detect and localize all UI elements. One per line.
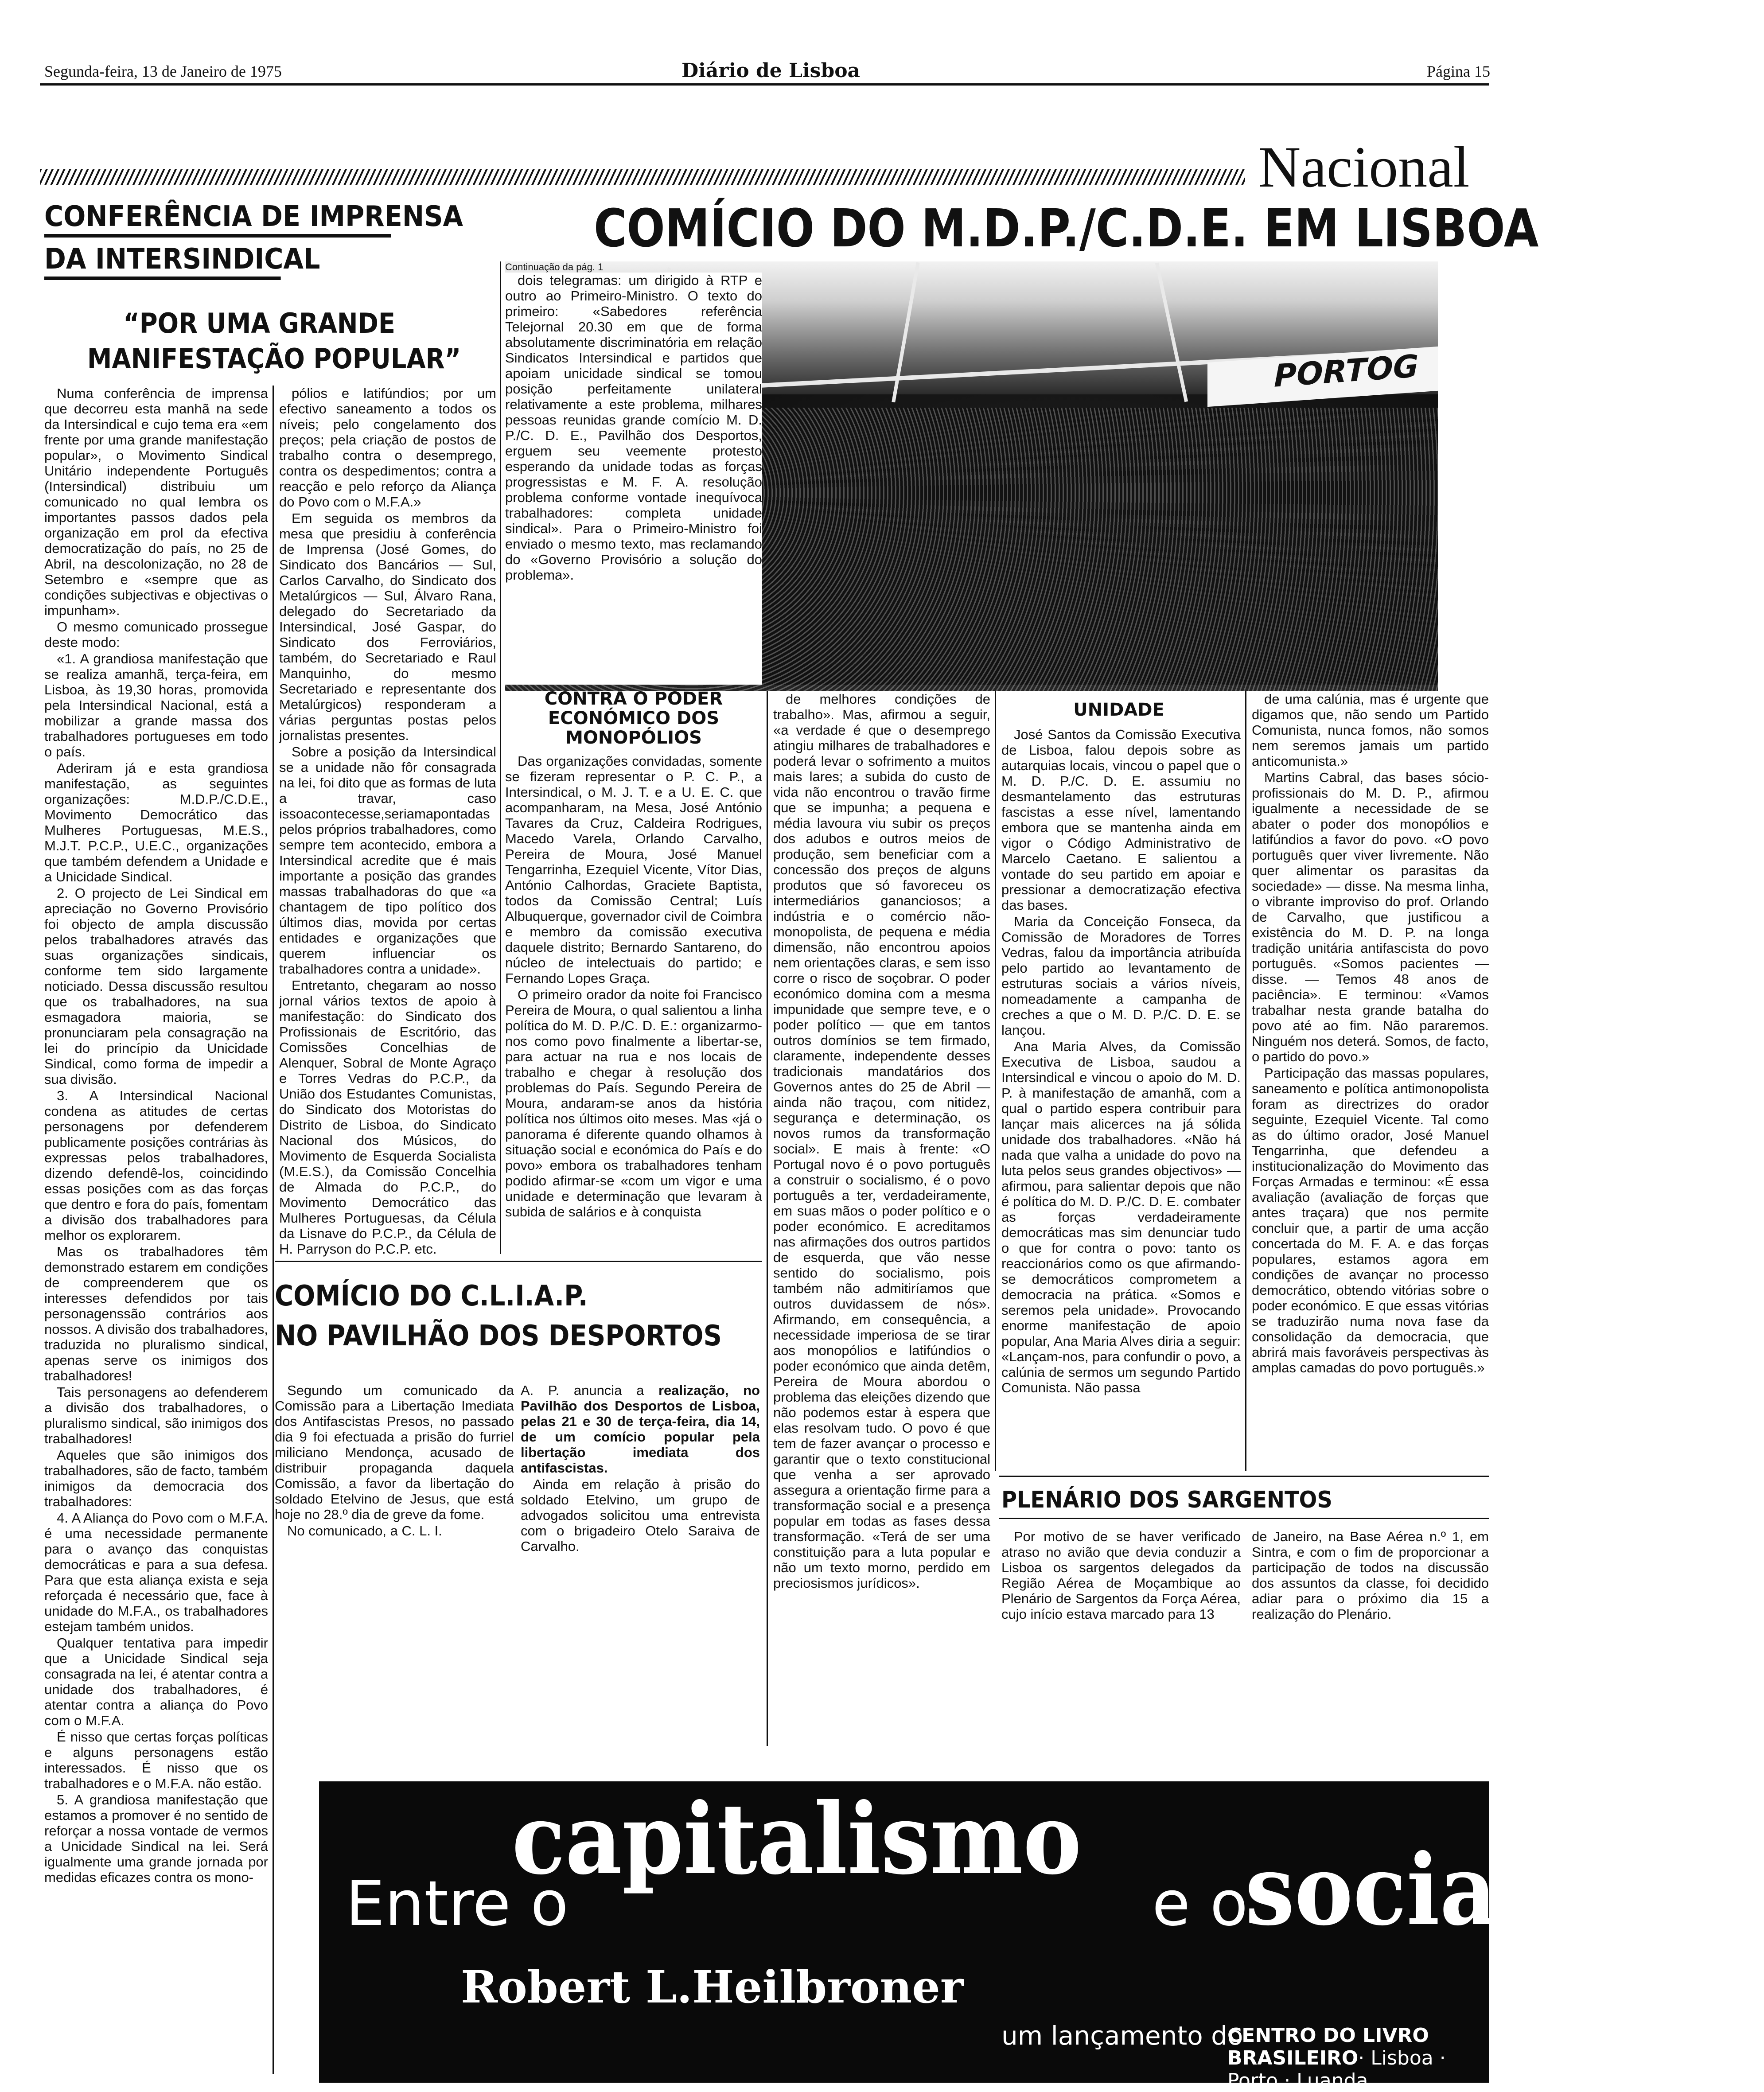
column-rule (1245, 691, 1246, 1471)
mdp-column-3b (505, 753, 762, 1254)
ad-publisher-name: CENTRO DO LIVRO BRASILEIRO (1227, 2024, 1429, 2069)
sargentos-paragraph: Por motivo de se haver verificado atraso no avião que devia conduzir a Lisboa os sargentos delegados da Região Aérea de Moçambique ao Plenário de Sargentos da Força Aérea, cujo início estava marcado para 13 (1001, 1529, 1241, 1622)
paragraph: Aqueles que são inimigos dos trabalhadores, são de facto, também inimigos da democracia dos trabalhadores: (44, 1447, 268, 1509)
quote-line2: MANIFESTAÇÃO POPULAR” (87, 343, 461, 375)
mdp-column-3a (505, 273, 762, 685)
cliap-title (275, 1276, 771, 1356)
intersindical-column-1 (44, 386, 268, 2078)
column-rule (500, 261, 501, 1254)
story-rule (999, 1518, 1489, 1519)
paragraph: Entretanto, chegaram ao nosso jornal vários textos de apoio à manifestação: do Sindicato dos Profissionais de Escritório, das Comissões Concelhias de Alenquer, Sobral de Monte Agraço e Torres Vedras do P.C.P., da União dos Estudantes Comunistas, do Sindicato dos Motoristas do Distrito de Lisboa, do Sindicato Nacional dos Músicos, do Movimento de Esquerda Socialista (M.E.S.), da Comissão Concelhia de Almada do P.C.P., do Movimento Democrático das Mulheres Portuguesas, da Célula da Lisnave do P.C.P., da Célula de H. Parryson do P.C.P. etc. (279, 978, 496, 1257)
column-rule (767, 691, 768, 1746)
paragraph: 4. A Aliança do Povo com o M.F.A. é uma necessidade permanente para o avanço das conquistas democráticas e para a sua defesa. Para que esta aliança exista e seja reforçada é necessário que, face à unidade do M.F.A., os trabalhadores estejam também unidos. (44, 1510, 268, 1634)
paragraph: Qualquer tentativa para impedir que a Unicidade Sindical seja consagrada na lei, é atentar contra a unidade dos trabalhadores, é atentar contra a aliança do Povo com o M.F.A. (44, 1635, 268, 1728)
paragraph: Em seguida os membros da mesa que presidiu à conferência de Imprensa (José Gomes, do Sindicato dos Bancários — Sul, Carlos Carvalho, do Sindicato dos Metalúrgicos — Sul, Álvaro Rana, delegado do Secretariado da Intersindical, José Gaspar, do Sindicato dos Ferroviários, também, do Secretariado e Raul Manquinho, do mesmo Secretariado e representante dos Metalúrgicos) responderam a várias perguntas postas pelos jornalistas presentes. (279, 510, 496, 743)
cliap-paragraph: Ainda em relação à prisão do soldado Etelvino, um grupo de advogados solicitou uma entrevista com o brigadeiro Otelo Saraiva de Carvalho. (521, 1476, 760, 1554)
sargentos-column-2 (1252, 1529, 1489, 1662)
sargentos-title: PLENÁRIO DOS SARGENTOS (1001, 1487, 1332, 1513)
paragraph: O primeiro orador da noite foi Francisco Pereira de Moura, o qual salientou a linha política do M. D. P./C. D. E.: organizarmo-nos como povo finalmente a libertar-se, para actuar na rua e nos locais de trabalho e chegar à resolução dos problemas do País. Segundo Pereira de Moura, andaram-se anos da história política nos últimos oito meses. Mas «já o panorama é diferente quando olhamos à situação social e económica do País e do povo» embora os trabalhadores tenham podido afirmar-se «com um vigor e uma unidade e determinação que levaram à subida de salários e à conquista (505, 987, 762, 1219)
ad-capitalismo: capitalismo (512, 1781, 1082, 1896)
mdp-headline: COMÍCIO DO M.D.P./C.D.E. EM LISBOA (594, 198, 1539, 259)
paragraph: de uma calúnia, mas é urgente que digamos que, não sendo um Partido Comunista, nunca fomos, não somos nem seremos jamais um partido anticomunista.» (1252, 691, 1489, 769)
paragraph: 3. A Intersindical Nacional condena as atitudes de certas personagens por defenderem publicamente posições contrárias às expressas pelos trabalhadores, dizendo defendê-los, coincidindo essas posições com as das forças que dentro e fora do país, fomentam a divisão dos trabalhadores para melhor os explorarem. (44, 1088, 268, 1243)
section-title: Nacional (1258, 134, 1470, 199)
paragraph: Segundo um comunicado da Comissão para a Libertação Imediata dos Antifascistas Presos, no passado dia 9 foi efectuada a prisão do furriel miliciano Mendonça, acusado de distribuir propaganda daquela Comissão, a favor da libertação do soldado Etelvino de Jesus, que está hoje no 28.º dia de greve da fome. (275, 1383, 514, 1522)
paragraph: José Santos da Comissão Executiva de Lisboa, falou depois sobre as autarquias locais, vincou o papel que o M. D. P./C. D. E. assumiu no desmantelamento das estruturas fascistas a esse nível, lamentando embora que se mantenha ainda em vigor o Código Administrativo de Marcelo Caetano. E salientou a vontade do seu partido em apoiar e pressionar a democratização efectiva das bases. (1001, 727, 1241, 913)
paragraph: «1. A grandiosa manifestação que se realiza amanhã, terça-feira, em Lisboa, às 19,30 horas, promovida pela Intersindical Nacional, está a mobilizar a grande massa dos trabalhadores portugueses em todo o país. (44, 651, 268, 760)
mdp-column-4 (773, 691, 990, 1746)
cliap-title-line1: COMÍCIO DO C.L.I.A.P. (275, 1280, 588, 1313)
paragraph: Aderiram já e esta grandiosa manifestação, as seguintes organizações: M.D.P./C.D.E., Movimento Democrático das Mulheres Portuguesas, M.E.S., M.J.T. P.C.P., U.E.C., organizações que também defendem a Unidade e a Unicidade Sindical. (44, 760, 268, 884)
paragraph: Sobre a posição da Intersindical se a unidade não fôr consagrada na lei, foi dito que as formas de luta a travar, caso issoacontecesse,seriamapontadas pelos próprios trabalhadores, como sempre tem acontecido, embora a Intersindical acredite que é mais importante a posição das grandes massas trabalhadoras do que «a chantagem de tipo político dos últimos dias, movida por certas entidades e organizações que querem influenciar os trabalhadores contra a unidade». (279, 744, 496, 977)
cliap-column-1 (275, 1383, 514, 1582)
intersindical-quote (66, 306, 461, 377)
paragraph: de melhores condições de trabalho». Mas, afirmou a seguir, «a verdade é que o desemprego atingiu milhares de trabalhadores e poderá levar o sofrimento a muitos mais lares; a subida do custo de vida não encontrou o travão firme que se impunha; a pequena e média lavoura viu subir os preços dos adubos e outros meios de produção, sem beneficiar com a concessão dos preços de alguns produtos que só favoreceu os intermediários gananciosos; a indústria e o comércio não-monopolista, de pequena e média dimensão, não encontrou apoios nem orientações claras, e sem isso corre o risco de soçobrar. O poder económico domina com a mesma impunidade que sempre teve, e o poder político — que em tantos outros domínios se tem firmado, claramente, independente desses tradicionais mandatários dos Governos antes do 25 de Abril — ainda não traçou, com nitidez, segurança e determinação, os novos rumos da transformação social». E mais à frente: «O Portugal novo é o povo português a construir o socialismo, é o povo português a ter, verdadeiramente, em suas mãos o poder político e o poder económico. E acreditamos nas afirmações dos outros partidos de esquerda, que vão nesse sentido do socialismo, pois também não admitiríamos que outros duvidassem de nós». Afirmando, em consequência, a necessidade imperiosa de se tirar aos monopólios e latifúndios o poder económico que ainda detêm, Pereira de Moura abordou o problema das eleições dizendo que não podemos estar à espera que elas resolvam tudo. O povo é que tem de fazer avançar o processo e garantir que o texto constitucional que venha a ser aprovado assegura a orientação firme para a transformação social e a presença popular em todas as fases dessa transformação. «Terá de ser uma constituição para a luta popular e não um texto morno, perdido em preciosismos jurídicos». (773, 691, 990, 1591)
paragraph: Martins Cabral, das bases sócio-profissionais do M. D. P., afirmou igualmente a necessidade de se abater o poder dos monopólios e latifúndios a favor do povo. «O povo português quer viver livremente. Não quer alimentar os parasitas da sociedade» — disse. Na mesma linha, o vibrante improviso do prof. Orlando de Carvalho, que justificou a existência do M. D. P. na longa tradição unitária antifascista do povo português. «Somos pacientes — disse. — Temos 48 anos de paciência». E terminou: «Vamos trabalhar nesta grande batalha do povo até ao fim. Não pararemos. Ninguém nos deterá. Somos, de facto, o partido do povo.» (1252, 770, 1489, 1064)
ad-cities: · Lisboa · Porto · Luanda (1227, 2047, 1446, 2092)
ad-lancamento: um lançamento do (1001, 2021, 1243, 2051)
cliap-lead: A. P. anuncia a (521, 1383, 658, 1398)
story-rule (999, 1476, 1489, 1477)
paragraph: O mesmo comunicado prossegue deste modo: (44, 619, 268, 650)
cliap-title-line2: NO PAVILHÃO DOS DESPORTOS (275, 1320, 722, 1352)
paragraph: Participação das massas populares, saneamento e política antimonopolista foram as directrizes do orador seguinte, Ezequiel Vicente. Tal como as do último orador, José Manuel Tengarrinha, que defendeu a institucionalização do Movimento das Forças Armadas e terminou: «É essa avaliação (avaliação de forças que antes traçara) que nos permite concluir que, a partir de uma acção concertada do M. F. A. e das forças populares, estamos agora em condições de avançar no processo democrático, obtendo vitórias sobre o poder económico. E que essas vitórias se traduzirão numa nova fase da consolidação da democracia, que abrirá mais favoráveis perspectivas às amplas camadas do povo português.» (1252, 1065, 1489, 1375)
paragraph: No comunicado, a C. L. I. (287, 1523, 442, 1539)
paragraph: Maria da Conceição Fonseca, da Comissão de Moradores de Torres Vedras, falou da importância atribuída pelo partido ao levantamento de estruturas sociais a vários níveis, nomeadamente a campanha de creches a que o M. D. P./C. D. E. se lançou. (1001, 914, 1241, 1038)
sargentos-column-1 (1001, 1529, 1241, 1662)
continuation-note: Continuação da pág. 1 (505, 261, 604, 273)
sargentos-paragraph: de Janeiro, na Base Aérea n.º 1, em Sintra, e com o fim de proporcionar a participação de todos na discussão dos assuntos da classe, foi decidido adiar para o próximo dia 15 a realização do Plenário. (1252, 1529, 1489, 1622)
paragraph: pólios e latifúndios; por um efectivo saneamento a todos os níveis; pelo congelamento dos preços; pela criação de postos de trabalho contra o desemprego, contra os despedimentos; contra a reacção e pelo reforço da Aliança do Povo com o M.F.A.» (279, 386, 496, 510)
cliap-bold-announcement: realização, no Pavilhão dos Desportos de Lisboa, pelas 21 e 30 de terça-feira, dia 14, de um comício popular pela libertação imediata dos antifascistas. (521, 1383, 760, 1476)
book-advertisement (319, 1781, 1764, 2092)
paragraph: Tais personagens ao defenderem a divisão dos trabalhadores, o pluralismo sindical, são inimigos dos trabalhadores! (44, 1384, 268, 1446)
paragraph: 5. A grandiosa manifestação que estamos a promover é no sentido de reforçar a nossa vontade de vermos a Unicidade Sindical na lei. Será igualmente uma grande jornada por medidas eficazes contra os mono- (44, 1792, 268, 1885)
paragraph: Ana Maria Alves, da Comissão Executiva de Lisboa, saudou a Intersindical e vincou o apoio do M. D. P. à manifestação de amanhã, com a qual o partido espera contribuir para lançar mais alicerces na já sólida unidade dos trabalhadores. «Não há nada que valha a unidade do povo na luta pelos seus grandes objectivos» — afirmou, para salientar depois que não é política do M. D. P./C. D. E. combater as forças verdadeiramente democráticas mas sim denunciar tudo o que for contra o povo: tanto os reaccionários como os que afirmando-se democráticos comprometem a democracia na prática. «Somos e seremos pela unidade». Provocando enorme manifestação de apoio popular, Ana Maria Alves diria a seguir: «Lançam-nos, para confundir o povo, a calúnia de sermos um segundo Partido Comunista. Não passa (1001, 1039, 1241, 1395)
mdp-column-6 (1252, 691, 1489, 1533)
subhead-monopolios: CONTRA O PODER ECONÓMICO DOS MONOPÓLIOS (544, 689, 723, 748)
ad-socialismo: socialismo (1245, 1832, 1764, 1947)
page-number: Página 15 (1427, 62, 1490, 80)
ad-eo: e o (1152, 1868, 1248, 1940)
intersindical-title-line2: DA INTERSINDICAL (44, 242, 281, 280)
paragraph: 2. O projecto de Lei Sindical em apreciação no Governo Provisório foi objecto de ampla discussão pelos trabalhadores através das suas organizações sindicais, conforme tem sido largamente noticiado. Dessa discussão resultou que os trabalhadores, na sua esmagadora maioria, se pronunciaram pela consagração na lei do princípio da Unicidade Sindical, como forma de impedir a sua divisão. (44, 885, 268, 1087)
issue-date: Segunda-feira, 13 de Janeiro de 1975 (44, 62, 282, 80)
ad-entre: Entre o (346, 1868, 569, 1940)
column-rule (273, 386, 274, 2074)
story-rule (275, 1261, 762, 1262)
mdp-column-5 (1001, 727, 1241, 1471)
paragraph: Mas os trabalhadores têm demonstrado estarem em condições de compreenderem que os interesses defendidos por tais personagenssão contrários aos nossos. A divisão dos trabalhadores, traduzida no pluralismo sindical, apenas serve os inimigos dos trabalhadores! (44, 1244, 268, 1383)
column-rule (995, 691, 996, 1471)
paragraph: dois telegramas: um dirigido à RTP e outro ao Primeiro-Ministro. O texto do primeiro: «Sabedores referência Telejornal 20.30 em que de forma absolutamente discriminatória em relação Sindicatos Intersindical e partidos que apoiam unicidade sindical se tomou posição perfeitamente unilateral relativamente a este problema, milhares pessoas reunidas grande comício M. D. P./C. D. E., Pavilhão dos Desportos, erguem seu veemente protesto esperando da unidade todas as forças progressistas e M. F. A. resolução problema conforme vontade inequívoca trabalhadores: completa unidade sindical». Para o Primeiro-Ministro foi enviado o mesmo texto, mas reclamando do «Governo Provisório a solução do problema». (505, 273, 762, 583)
section-hatch-bar (40, 169, 1245, 185)
cliap-column-2 (521, 1383, 760, 1582)
newspaper-name: Diário de Lisboa (674, 59, 868, 82)
ad-publisher (1227, 2024, 1489, 2092)
paragraph: É nisso que certas forças políticas e alguns personagens estão interessados. É nisso que os trabalhadores e o M.F.A. não estão. (44, 1729, 268, 1791)
subhead-unidade: UNIDADE (1073, 700, 1164, 720)
paragraph: Das organizações convidadas, somente se fizeram representar o P. C. P., a Intersindical, o M. J. T. e a U. E. C. que acompanharam, na Mesa, José António Tavares da Cruz, Caldeira Rodrigues, Macedo Varela, Orlando Carvalho, Pereira de Moura, José Manuel Tengarrinha, Ezequiel Vicente, Vítor Dias, António Calhordas, Graciete Baptista, todos da Comissão Central; Luís Albuquerque, governador civil de Coimbra e membro da comissão executiva daquele distrito; Bernardo Santareno, do núcleo de intelectuais do partido; e Fernando Lopes Graça. (505, 753, 762, 986)
hall-banner: PORTOG (1207, 347, 1438, 407)
ad-author: Robert L.Heilbroner (461, 1961, 964, 2013)
quote-line1: “POR UMA GRANDE (123, 307, 395, 339)
intersindical-title-line1: CONFERÊNCIA DE IMPRENSA (44, 199, 391, 238)
intersindical-column-2 (279, 386, 496, 1257)
header-rule (40, 83, 1489, 86)
paragraph: Numa conferência de imprensa que decorreu esta manhã na sede da Intersindical e cujo tema era «em frente por uma grande manifestação popular», o Movimento Sindical Unitário independente Português (Intersindical) distribuiu um comunicado no qual lembra os importantes passos dados pela organização em prol da efectiva democratização do país, no 25 de Abril, na descolonização, no 28 de Setembro e «sempre que as condições subjectivas e objectivas o impunham». (44, 386, 268, 618)
intersindical-title (44, 199, 463, 280)
